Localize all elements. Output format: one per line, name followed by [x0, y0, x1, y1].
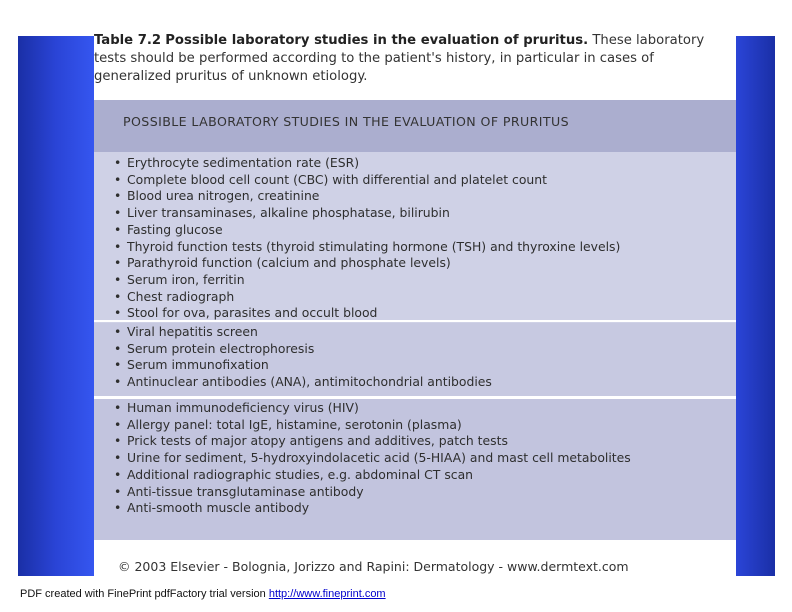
list-item: • Allergy panel: total IgE, histamine, serotonin (plasma)	[94, 417, 736, 434]
caption-title: Possible laboratory studies in the evaluation of pruritus.	[165, 33, 589, 48]
list-item: • Blood urea nitrogen, creatinine	[94, 188, 736, 205]
list-item: • Thyroid function tests (thyroid stimulating hormone (TSH) and thyroxine levels)	[94, 239, 736, 256]
pdf-footer	[20, 588, 386, 600]
table-panel	[94, 18, 736, 576]
list-item: • Anti-tissue transglutaminase antibody	[94, 484, 736, 501]
fineprint-link[interactable]: http://www.fineprint.com	[268, 588, 386, 600]
list-item: • Anti-smooth muscle antibody	[94, 500, 736, 517]
footer-text: PDF created with FinePrint pdfFactory trial version	[20, 588, 266, 600]
caption-label: Table 7.2	[94, 33, 162, 48]
table-header-title: POSSIBLE LABORATORY STUDIES IN THE EVALUATION OF PRURITUS	[123, 114, 569, 129]
copyright-line: © 2003 Elsevier - Bolognia, Jorizzo and Rapini: Dermatology - www.dermtext.com	[118, 559, 629, 574]
list-item: • Chest radiograph	[94, 289, 736, 306]
list-item: • Liver transaminases, alkaline phosphatase, bilirubin	[94, 205, 736, 222]
group-separator	[94, 396, 736, 398]
list-item: • Urine for sediment, 5-hydroxyindolacetic acid (5-HIAA) and mast cell metabolites	[94, 450, 736, 467]
list-item: • Parathyroid function (calcium and phosphate levels)	[94, 255, 736, 272]
list-item: • Viral hepatitis screen	[94, 324, 736, 341]
list-item: • Prick tests of major atopy antigens and additives, patch tests	[94, 433, 736, 450]
list-item: • Stool for ova, parasites and occult blood	[94, 305, 736, 322]
table-caption	[94, 32, 724, 86]
list-item: • Human immunodeficiency virus (HIV)	[94, 400, 736, 417]
list-item: • Serum iron, ferritin	[94, 272, 736, 289]
group-separator	[94, 320, 736, 322]
caption-description: These laboratory tests should be performed according to the patient's history, in particular in cases of generalized pruritus of unknown etiology.	[94, 33, 705, 84]
lab-group-3	[94, 399, 736, 540]
list-item: • Erythrocyte sedimentation rate (ESR)	[94, 155, 736, 172]
list-item: • Serum protein electrophoresis	[94, 341, 736, 358]
list-item: • Serum immunofixation	[94, 357, 736, 374]
list-item: • Additional radiographic studies, e.g. abdominal CT scan	[94, 467, 736, 484]
lab-group-2	[94, 323, 736, 396]
list-item: • Fasting glucose	[94, 222, 736, 239]
list-item: • Antinuclear antibodies (ANA), antimitochondrial antibodies	[94, 374, 736, 391]
list-item: • Complete blood cell count (CBC) with differential and platelet count	[94, 172, 736, 189]
lab-group-1	[94, 152, 736, 323]
